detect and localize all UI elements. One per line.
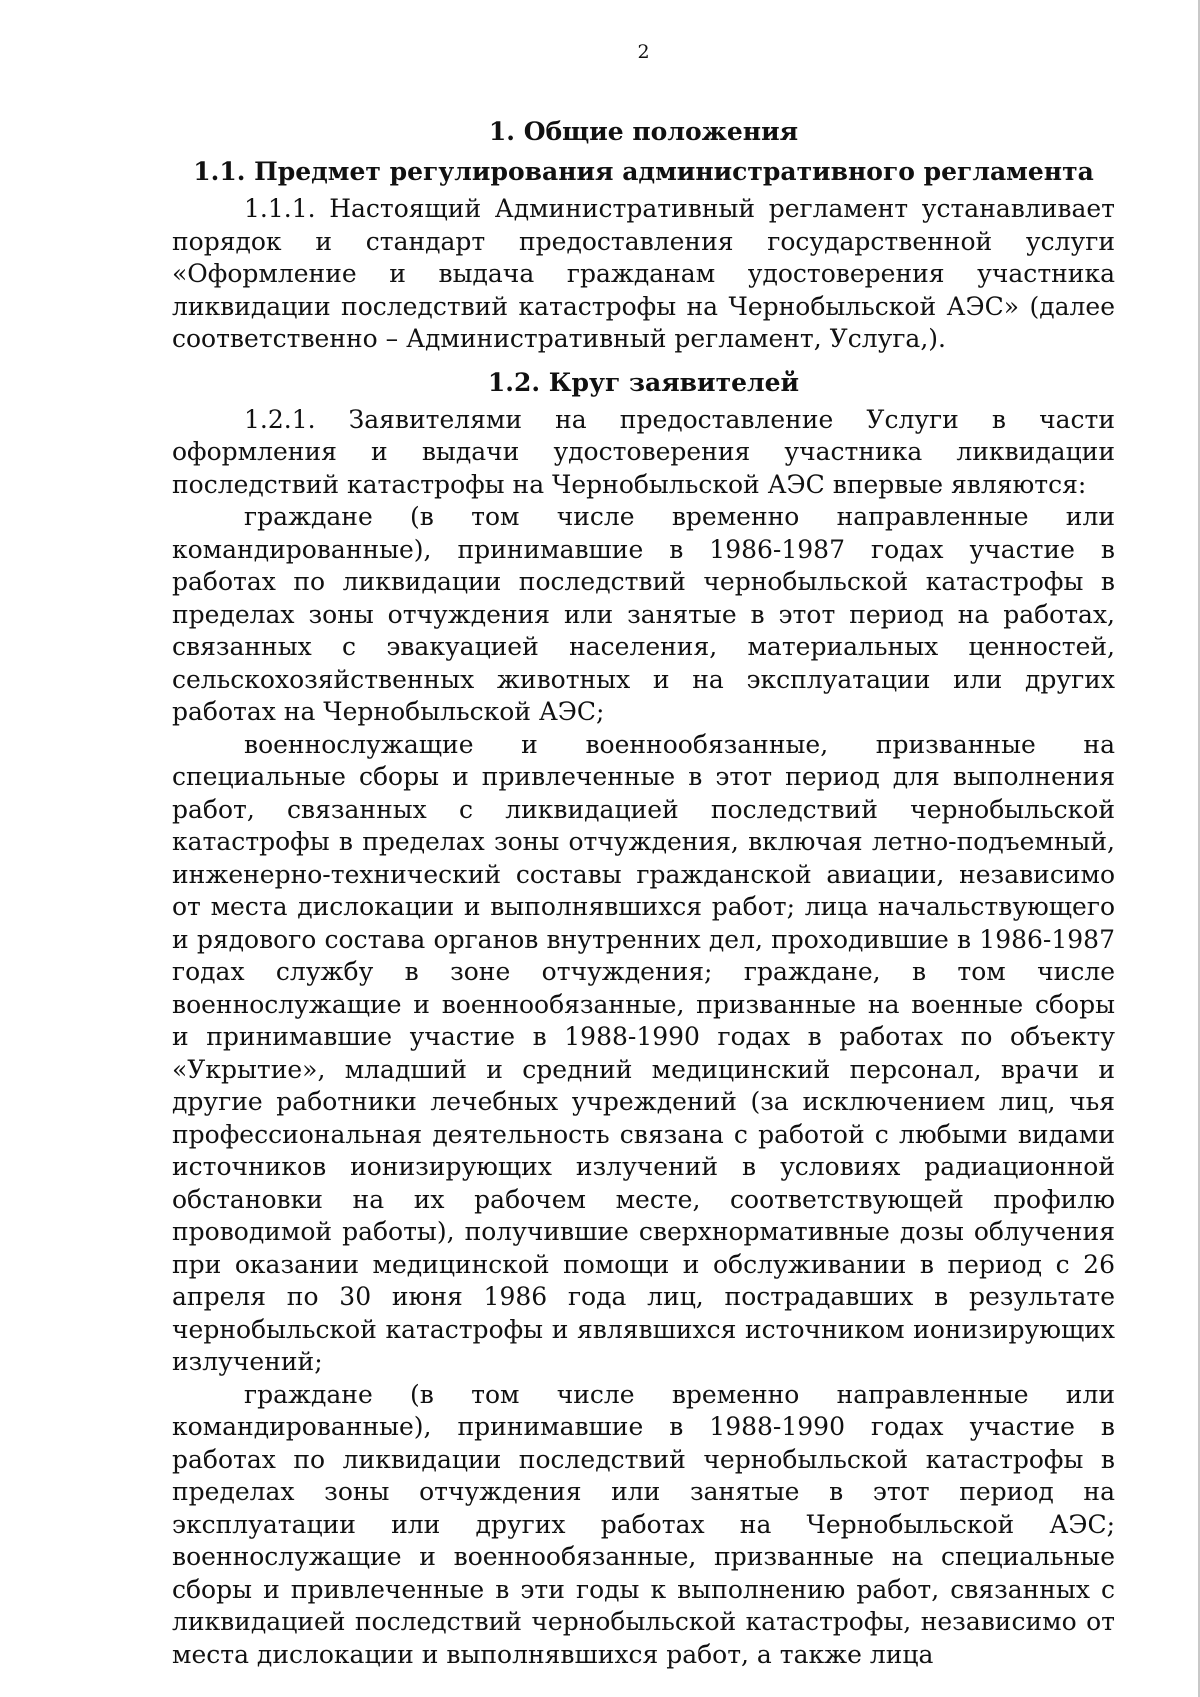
subsection-title-subject: 1.1. Предмет регулирования административного регламента xyxy=(193,157,1094,186)
paragraph-1-2-1: 1.2.1. Заявителями на предоставление Услуги в части оформления и выдачи удостоверения участника ликвидации последствий катастрофы на Чернобыльской АЭС впервые являются: xyxy=(172,404,1115,499)
paragraph-citizens-1988-1990: граждане (в том числе временно направленные или командированные), принимавшие в 1988-1990 годах участие в работах по ликвидации последствий чернобыльской катастрофы в пределах зоны отчуждения или занятые в этот период на эксплуатации или других работах на Чернобыльской АЭС; военнослужащие и военнообязанные, призванные на специальные сборы и привлеченные в эти годы к выполнению работ, связанных с ликвидацией последствий чернобыльской катастрофы, независимо от места дислокации и выполнявшихся работ, а также лица xyxy=(172,1379,1115,1669)
section-title: 1. Общие положения xyxy=(488,117,799,146)
paragraph-1-1-1: 1.1.1. Настоящий Административный регламент устанавливает порядок и стандарт предоставления государственной услуги «Оформление и выдача гражданам удостоверения участника ликвидации последствий катастрофы на Чернобыльской АЭС» (далее соответственно – Административный регламент, Услуга,). xyxy=(172,194,1115,353)
document-body xyxy=(172,114,1115,1671)
paragraph-military-personnel: военнослужащие и военнообязанные, призванные на специальные сборы и привлеченные в этот период для выполнения работ, связанных с ликвидацией последствий чернобыльской катастрофы в пределах зоны отчуждения, включая летно-подъемный, инженерно-технический составы гражданской авиации, независимо от места дислокации и выполнявшихся работ; лица начальствующего и рядового состава органов внутренних дел, проходившие в 1986-1987 годах службу в зоне отчуждения; граждане, в том числе военнослужащие и военнообязанные, призванные на военные сборы и принимавшие участие в 1988-1990 годах в работах по объекту «Укрытие», младший и средний медицинский персонал, врачи и другие работники лечебных учреждений (за исключением лиц, чья профессиональная деятельность связана с работой с любыми видами источников ионизирующих излучений в условиях радиационной обстановки на их рабочем месте, соответствующей профилю проводимой работы), получившие сверхнормативные дозы облучения при оказании медицинской помощи и обслуживании в период с 26 апреля по 30 июня 1986 года лиц, пострадавших в результате чернобыльской катастрофы и являвшихся источником ионизирующих излучений; xyxy=(172,729,1115,1376)
page-number: 2 xyxy=(637,41,650,63)
paragraph-citizens-1986-1987: граждане (в том числе временно направленные или командированные), принимавшие в 1986-1987 годах участие в работах по ликвидации последствий чернобыльской катастрофы в пределах зоны отчуждения или занятые в этот период на работах, связанных с эвакуацией населения, материальных ценностей, сельскохозяйственных животных и на эксплуатации или других работах на Чернобыльской АЭС; xyxy=(172,502,1115,726)
subsection-title-applicants: 1.2. Круг заявителей xyxy=(487,367,800,397)
